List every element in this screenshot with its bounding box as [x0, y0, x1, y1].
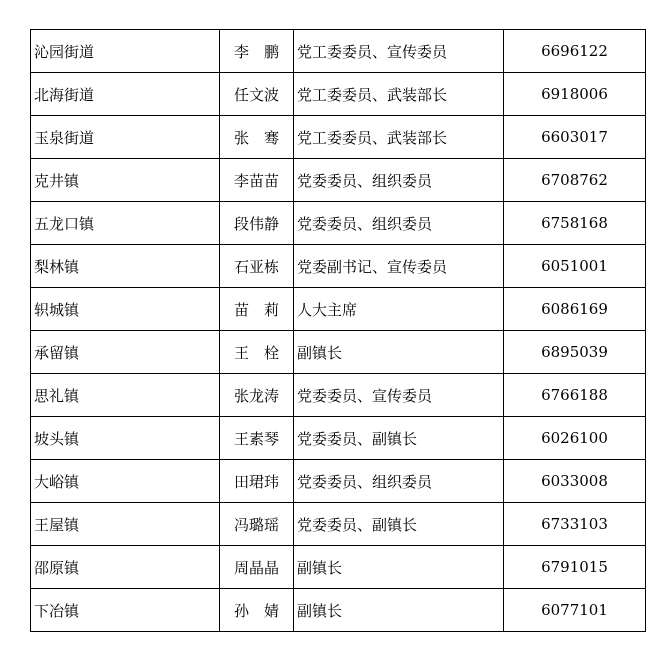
table-row [31, 589, 646, 632]
position-cell: 副镇长 [294, 589, 504, 632]
table-row [31, 417, 646, 460]
position-cell: 副镇长 [294, 331, 504, 374]
name-cell: 周晶晶 [220, 546, 294, 589]
unit-cell: 坡头镇 [31, 417, 220, 460]
phone-cell: 6758168 [504, 202, 646, 245]
unit-cell: 五龙口镇 [31, 202, 220, 245]
unit-cell: 下冶镇 [31, 589, 220, 632]
position-cell: 党委副书记、宣传委员 [294, 245, 504, 288]
phone-cell: 6033008 [504, 460, 646, 503]
name-cell: 苗 莉 [220, 288, 294, 331]
name-cell: 段伟静 [220, 202, 294, 245]
position-cell: 副镇长 [294, 546, 504, 589]
position-cell: 党委委员、宣传委员 [294, 374, 504, 417]
unit-cell: 承留镇 [31, 331, 220, 374]
phone-cell: 6733103 [504, 503, 646, 546]
table-row [31, 374, 646, 417]
table-row [31, 73, 646, 116]
table-row [31, 159, 646, 202]
position-cell: 党委委员、副镇长 [294, 417, 504, 460]
phone-cell: 6766188 [504, 374, 646, 417]
contact-table-body [31, 30, 646, 632]
position-cell: 党委委员、组织委员 [294, 202, 504, 245]
phone-cell: 6026100 [504, 417, 646, 460]
unit-cell: 轵城镇 [31, 288, 220, 331]
position-cell: 党工委委员、武装部长 [294, 73, 504, 116]
table-row [31, 116, 646, 159]
name-cell: 冯璐瑶 [220, 503, 294, 546]
name-cell: 李苗苗 [220, 159, 294, 202]
phone-cell: 6077101 [504, 589, 646, 632]
unit-cell: 梨林镇 [31, 245, 220, 288]
table-row [31, 546, 646, 589]
phone-cell: 6708762 [504, 159, 646, 202]
name-cell: 张龙涛 [220, 374, 294, 417]
contact-table [30, 29, 646, 632]
phone-cell: 6696122 [504, 30, 646, 73]
name-cell: 田珺玮 [220, 460, 294, 503]
name-cell: 任文波 [220, 73, 294, 116]
table-row [31, 30, 646, 73]
position-cell: 党工委委员、武装部长 [294, 116, 504, 159]
unit-cell: 大峪镇 [31, 460, 220, 503]
table-row [31, 331, 646, 374]
unit-cell: 沁园街道 [31, 30, 220, 73]
name-cell: 孙 婧 [220, 589, 294, 632]
table-row [31, 202, 646, 245]
table-row [31, 460, 646, 503]
unit-cell: 邵原镇 [31, 546, 220, 589]
unit-cell: 克井镇 [31, 159, 220, 202]
phone-cell: 6603017 [504, 116, 646, 159]
phone-cell: 6051001 [504, 245, 646, 288]
table-row [31, 503, 646, 546]
unit-cell: 王屋镇 [31, 503, 220, 546]
table-row [31, 245, 646, 288]
table-row [31, 288, 646, 331]
phone-cell: 6918006 [504, 73, 646, 116]
name-cell: 王 栓 [220, 331, 294, 374]
name-cell: 石亚栋 [220, 245, 294, 288]
unit-cell: 北海街道 [31, 73, 220, 116]
unit-cell: 玉泉街道 [31, 116, 220, 159]
name-cell: 王素琴 [220, 417, 294, 460]
phone-cell: 6895039 [504, 331, 646, 374]
name-cell: 张 骞 [220, 116, 294, 159]
unit-cell: 思礼镇 [31, 374, 220, 417]
position-cell: 党工委委员、宣传委员 [294, 30, 504, 73]
position-cell: 党委委员、组织委员 [294, 159, 504, 202]
name-cell: 李 鹏 [220, 30, 294, 73]
position-cell: 人大主席 [294, 288, 504, 331]
position-cell: 党委委员、副镇长 [294, 503, 504, 546]
phone-cell: 6791015 [504, 546, 646, 589]
position-cell: 党委委员、组织委员 [294, 460, 504, 503]
phone-cell: 6086169 [504, 288, 646, 331]
